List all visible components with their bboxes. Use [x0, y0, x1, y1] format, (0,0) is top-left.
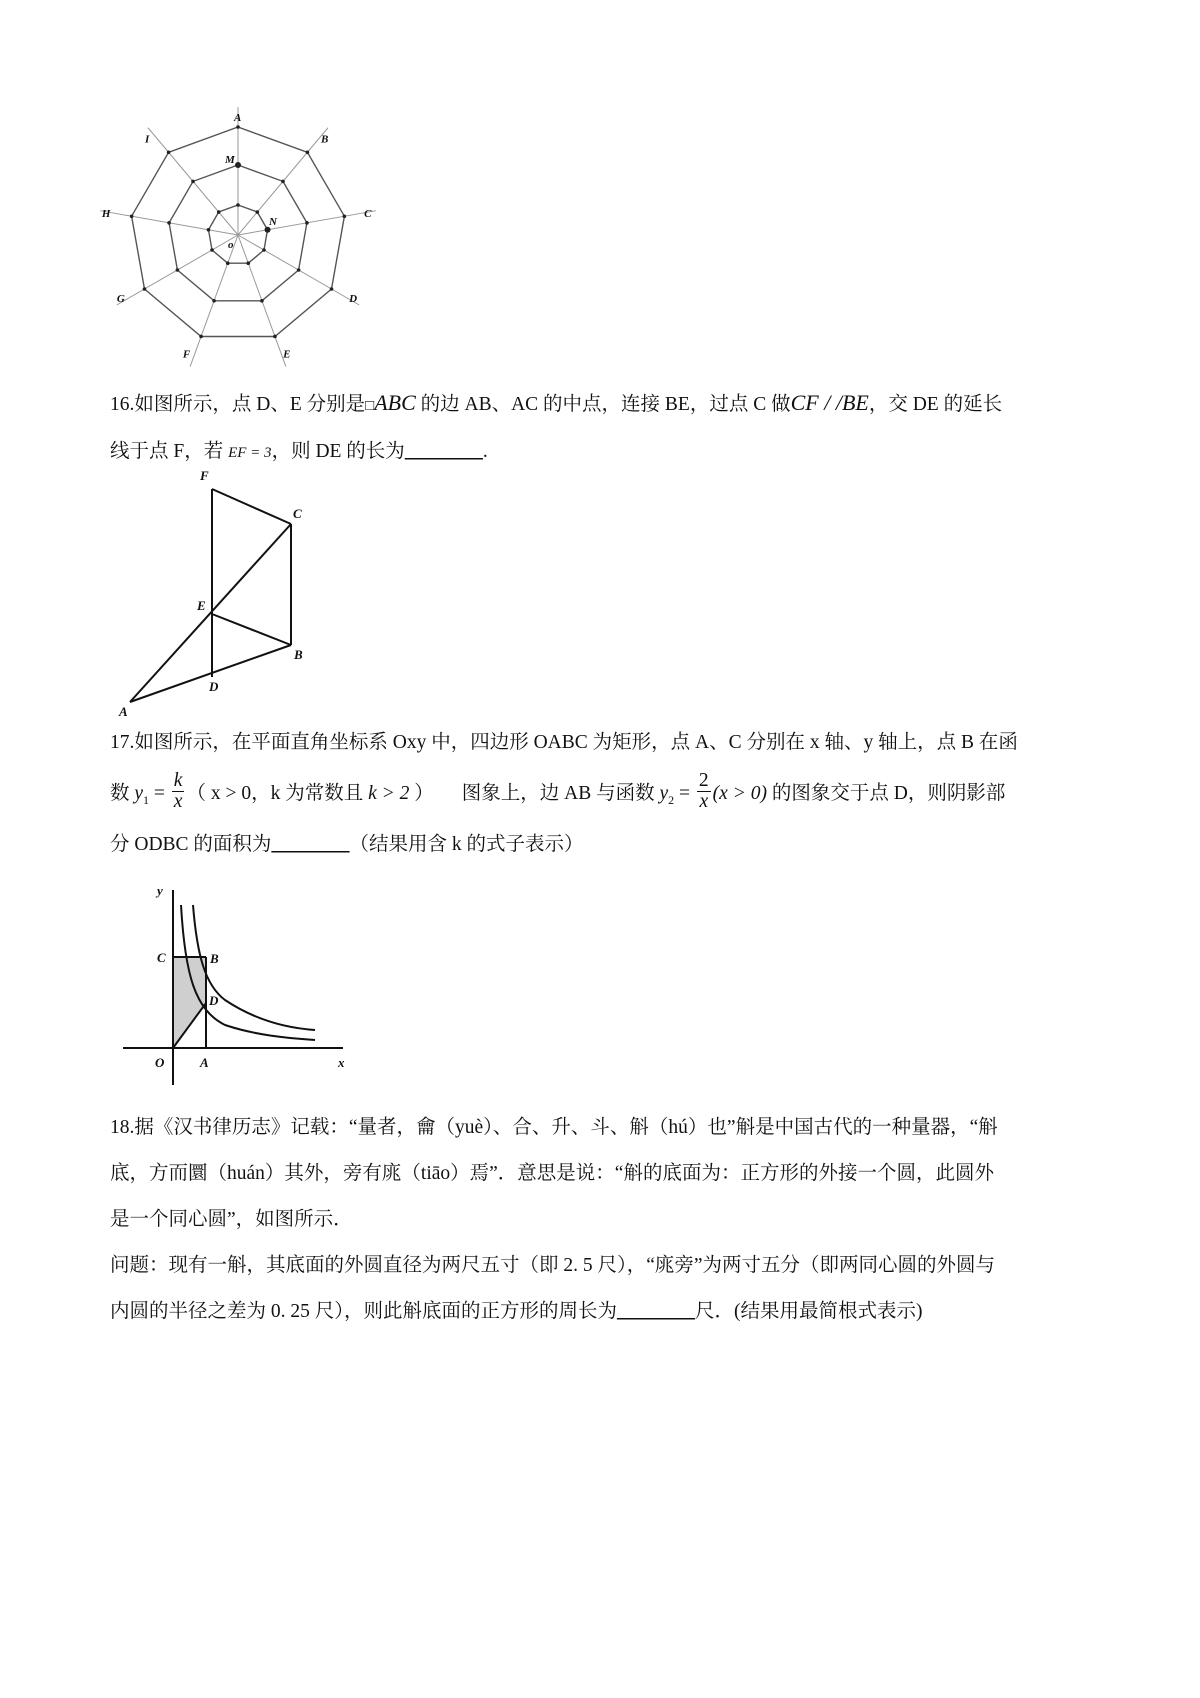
web-vertex — [130, 214, 134, 218]
triangle-figure — [110, 462, 330, 722]
label-a: A — [200, 1055, 209, 1070]
web-vertex — [297, 268, 301, 272]
answer-blank: ________ — [617, 1301, 696, 1322]
fraction-k-over-x: $\frac{k}{x}$ — [173, 769, 183, 813]
q18-line-3: 是一个同心圆”，如图所示． — [110, 1209, 353, 1230]
segment-fc — [212, 489, 291, 524]
label-m: M — [225, 154, 235, 166]
label-b: B — [294, 647, 303, 662]
web-vertex — [167, 221, 171, 225]
web-vertex — [226, 261, 230, 265]
label-f: F — [182, 348, 191, 361]
web-vertex — [199, 335, 203, 339]
web-vertex — [262, 248, 266, 252]
web-vertex — [143, 287, 147, 291]
web-vertex — [305, 221, 309, 225]
label-o: o — [228, 239, 234, 251]
triangle-symbol: □ — [365, 398, 375, 414]
label-d: D — [209, 993, 219, 1008]
segment-eb — [212, 614, 291, 645]
label-c: C — [364, 208, 372, 221]
web-vertex — [343, 214, 347, 218]
label-a: A — [119, 704, 128, 719]
triangle-abc: ABC — [374, 390, 416, 415]
label-h: H — [101, 208, 111, 221]
web-vertex — [255, 210, 259, 214]
label-f: F — [200, 468, 209, 483]
q17-line-2: 数 $y_1$ = $\frac{k}{x}$ （ x > 0，k 为常数且 k > 2 ） 图象上，边 AB 与函数 $y_2$ = $\frac{2}{x}$ (x > 0) 的图象交于点 D，则阴影部 — [110, 769, 1006, 813]
label-g: G — [116, 293, 125, 305]
answer-blank: ________ — [271, 834, 350, 855]
label-c: C — [157, 950, 166, 965]
q17-line-3: 分 ODBC 的面积为________（结果用含 k 的式子表示） — [110, 834, 584, 855]
web-vertex — [236, 125, 240, 129]
segment-ca — [130, 524, 291, 702]
label-n: N — [268, 216, 277, 228]
web-vertex — [217, 210, 221, 214]
web-vertex — [246, 261, 250, 265]
label-e: E — [283, 348, 291, 361]
label-x: x — [338, 1055, 345, 1070]
web-vertex — [306, 150, 310, 154]
web-vertex — [273, 335, 277, 339]
web-vertex — [191, 180, 195, 184]
label-d: D — [349, 293, 358, 305]
web-vertex — [167, 150, 171, 154]
answer-blank: ________ — [404, 441, 483, 462]
label-y: y — [157, 883, 163, 898]
web-vertex — [207, 228, 211, 232]
label-i: I — [145, 133, 150, 146]
spider-web-figure — [100, 95, 390, 375]
label-e: E — [197, 598, 206, 613]
label-b: B — [210, 951, 219, 966]
q16-line-1: 16.如图所示，点 D、E 分别是□ABC 的边 AB、AC 的中点，连接 BE，过点 C 做CF / /BE，交 DE 的延长 — [110, 390, 1003, 415]
web-vertex — [330, 287, 334, 291]
web-vertex — [260, 299, 264, 303]
web-vertex — [176, 268, 180, 272]
web-vertex — [236, 203, 240, 207]
label-b: B — [320, 133, 329, 146]
q16-line-2: 线于点 F，若 EF = 3，则 DE 的长为________. — [110, 441, 488, 462]
fraction-2-over-x: $\frac{2}{x}$ — [698, 769, 709, 813]
question-17 — [110, 720, 1100, 868]
cf-parallel-be: CF / /BE — [790, 390, 869, 415]
q18-line-4: 问题：现有一斛，其底面的外圆直径为两尺五寸（即 2. 5 尺），“庣旁”为两寸五分（即两同心圆的外圆与 — [110, 1255, 996, 1276]
question-18 — [110, 1105, 1100, 1335]
coordinate-figure — [115, 875, 370, 1090]
web-vertex — [281, 180, 285, 184]
label-a: A — [234, 112, 242, 124]
web-vertex — [210, 248, 214, 252]
label-o: O — [155, 1055, 165, 1070]
ef-equation: EF = 3 — [228, 445, 272, 461]
q18-line-2: 底，方而圜（huán）其外，旁有庣（tiāo）焉”．意思是说：“斛的底面为：正方形的外接一个圆，此圆外 — [110, 1163, 994, 1184]
curve-y1 — [193, 905, 315, 1030]
point-m — [235, 162, 241, 168]
label-c: C — [293, 506, 302, 521]
label-d: D — [209, 679, 219, 694]
q18-line-1: 18.据《汉书律历志》记载：“量者，龠（yuè）、合、升、斗、斛（hú）也”斛是中国古代的一种量器，“斛 — [110, 1117, 998, 1138]
q18-line-5: 内圆的半径之差为 0. 25 尺），则此斛底面的正方形的周长为________尺．(结果用最简根式表示) — [110, 1301, 923, 1322]
q17-line-1: 17.如图所示，在平面直角坐标系 Oxy 中，四边形 OABC 为矩形，点 A、C 分别在 x 轴、y 轴上，点 B 在函 — [110, 732, 1018, 753]
web-vertex — [212, 299, 216, 303]
